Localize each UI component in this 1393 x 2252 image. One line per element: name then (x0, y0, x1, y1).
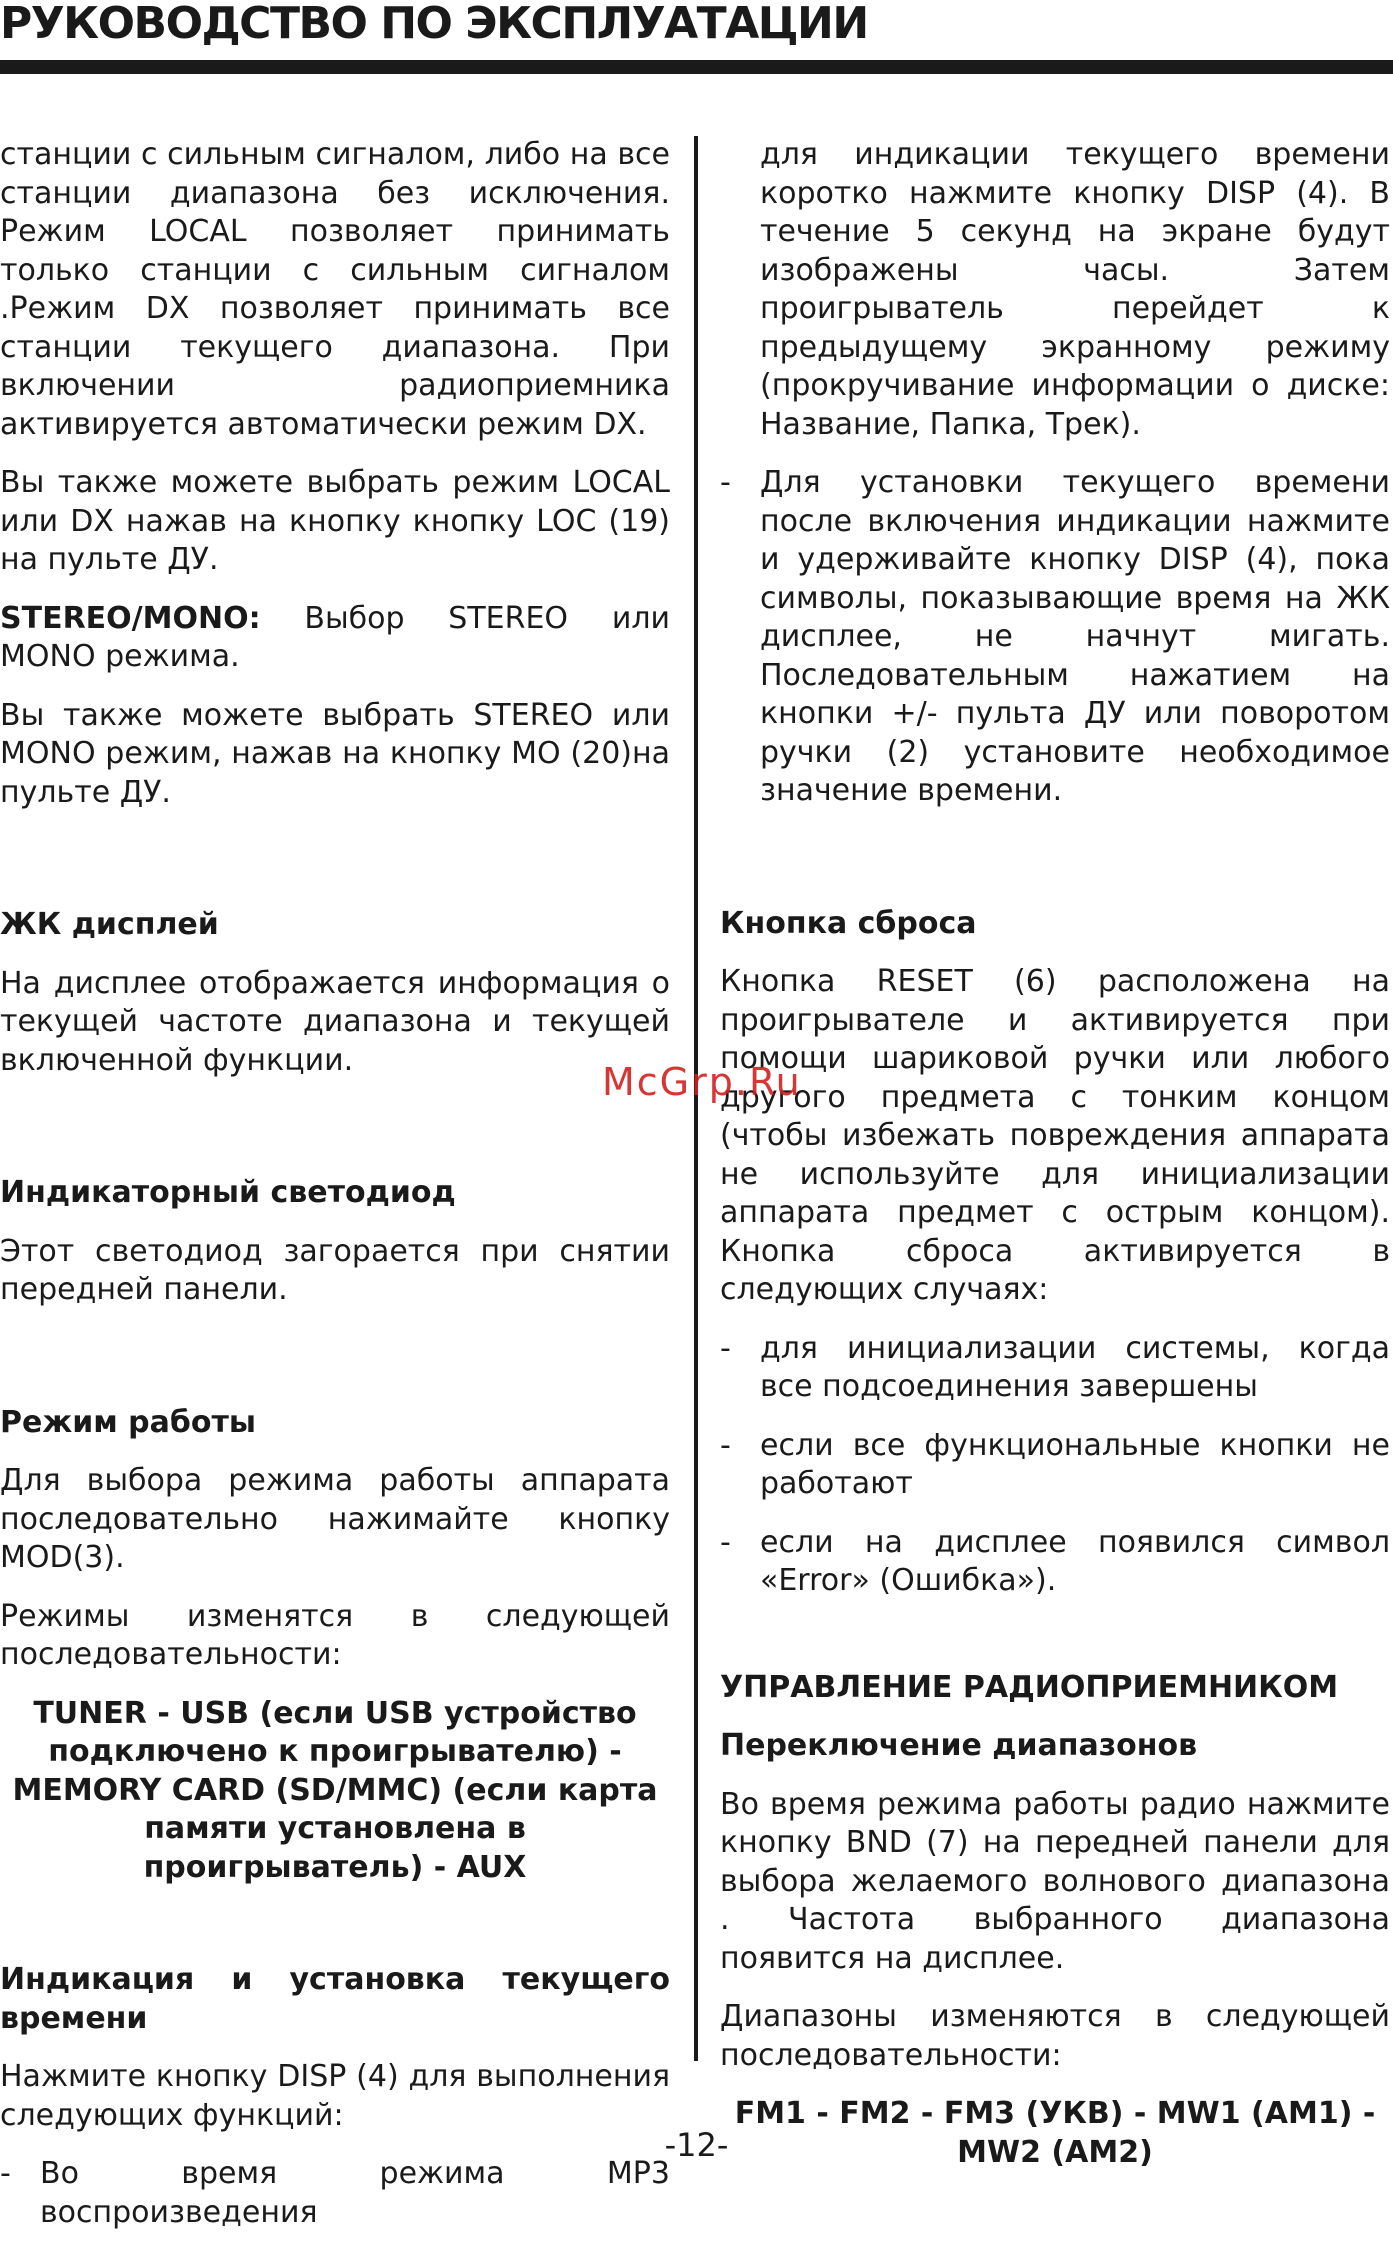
list-item-text: если все функциональные кнопки не работают (760, 1427, 1390, 1501)
paragraph-time: Нажмите кнопку DISP (4) для выполнения следующих функций: (0, 2059, 670, 2133)
list-item-reset-2 (720, 1427, 1390, 1504)
list-item-reset-3 (720, 1524, 1390, 1601)
spacer (0, 832, 670, 906)
heading-mode: Режим работы (0, 1404, 256, 1440)
header-rule (0, 60, 1393, 74)
left-column (0, 136, 670, 2252)
paragraph-local-dx: станции с сильным сигналом, либо на все станции диапазона без исключения. Режим LOCAL позволяет принимать только станции с сильным сигналом .Режим DX позволяет принимать все станции текущего диапазона. При включении радиоприемника активируется автоматически режим DX. (0, 137, 670, 442)
heading-led: Индикаторный светодиод (0, 1175, 456, 1210)
list-item-time-1 (0, 2155, 670, 2232)
list-item-text: для инициализации системы, когда все подсоединения завершены (760, 1330, 1390, 1404)
list-item-time-1-continued: для индикации текущего времени коротко нажмите кнопку DISP (4). В течение 5 секунд на экране будут изображены часы. Затем проигрыватель перейдет к предыдущему экранному режиму (прокручивание информации о диске: Название, Папка, Трек). (760, 137, 1390, 442)
paragraph-mode-1: Для выбора режима работы аппарата последовательно нажимайте кнопку MOD(3). (0, 1463, 670, 1575)
list-item-text: Для установки текущего времени после включения индикации нажмите и удерживайте кнопку DISP (4), пока символы, показывающие время на ЖК дисплее, не начнут мигать. Последовательным нажатием на кнопки +/- пульта ДУ или поворотом ручки (2) установите необходимое значение времени. (760, 465, 1390, 808)
spacer (0, 1887, 670, 1961)
list-dash: - (720, 1524, 731, 1560)
paragraph-stereo-mono (0, 600, 670, 677)
band-sequence: FM1 - FM2 - FM3 (УКВ) - MW1 (AM1) - MW2 (AM2) (734, 2096, 1376, 2170)
paragraph-band-2: Диапазоны изменяются в следующей последовательности: (720, 1999, 1390, 2073)
spacer (720, 1621, 1390, 1669)
paragraph-loc-remote: Вы также можете выбрать режим LOCAL или DX нажав на кнопку кнопку LOC (19) на пульте ДУ. (0, 465, 670, 577)
heading-radio: УПРАВЛЕНИЕ РАДИОПРИЕМНИКОМ (720, 1669, 1339, 1705)
watermark-text: McGrp.Ru (602, 1060, 802, 1104)
stereo-mono-label: STEREO/MONO: (0, 600, 261, 636)
paragraph-mo-remote: Вы также можете выбрать STEREO или MONO режим, нажав на кнопку MO (20)на пульте ДУ. (0, 697, 670, 810)
page-title: РУКОВОДСТВО ПО ЭКСПЛУАТАЦИИ (0, 0, 868, 49)
spacer (0, 1100, 670, 1174)
mode-sequence: TUNER - USB (если USB устройство подключено к проигрывателю) - MEMORY CARD (SD/MMC) (если карта памяти установлена в проигрыватель) - AUX (12, 1695, 658, 1885)
heading-band: Переключение диапазонов (720, 1728, 1198, 1763)
list-dash: - (720, 1330, 731, 1366)
page-number: -12- (664, 2126, 729, 2164)
heading-lcd: ЖК дисплей (0, 907, 219, 942)
paragraph-lcd: На дисплее отображается информация о текущей частоте диапазона и текущей включенной функции. (0, 965, 670, 1078)
list-dash: - (720, 1427, 731, 1463)
list-item-time-2 (720, 464, 1390, 811)
paragraph-reset: Кнопка RESET (6) расположена на проигрывателе и активируется при помощи шариковой ручки или любого другого предмета с тонким концом (чтобы избежать повреждения аппарата не используйте для инициализации аппарата предмет с острым концом). Кнопка сброса активируется в следующих случаях: (720, 964, 1390, 1307)
list-dash: - (0, 2156, 11, 2191)
list-item-reset-1 (720, 1330, 1390, 1407)
paragraph-led: Этот светодиод загорается при снятии передней панели. (0, 1233, 670, 1307)
spacer (0, 1330, 670, 1404)
right-column (720, 136, 1390, 2172)
heading-time: Индикация и установка текущего времени (0, 1962, 670, 2036)
spacer (720, 831, 1390, 905)
heading-reset: Кнопка сброса (720, 905, 977, 941)
list-dash: - (720, 465, 731, 500)
paragraph-band-1: Во время режима работы радио нажмите кнопку BND (7) на передней панели для выбора желаемого волнового диапазона . Частота выбранного диапазона появится на дисплее. (720, 1786, 1390, 1976)
list-item-text: Во время режима MP3 воспроизведения (40, 2156, 670, 2230)
stereo-mono-text: Выбор STEREO или MONO режима. (0, 600, 670, 674)
list-item-text: если на дисплее появился символ «Error» (Ошибка»). (760, 1524, 1390, 1598)
paragraph-mode-2: Режимы изменятся в следующей последовательности: (0, 1598, 670, 1672)
